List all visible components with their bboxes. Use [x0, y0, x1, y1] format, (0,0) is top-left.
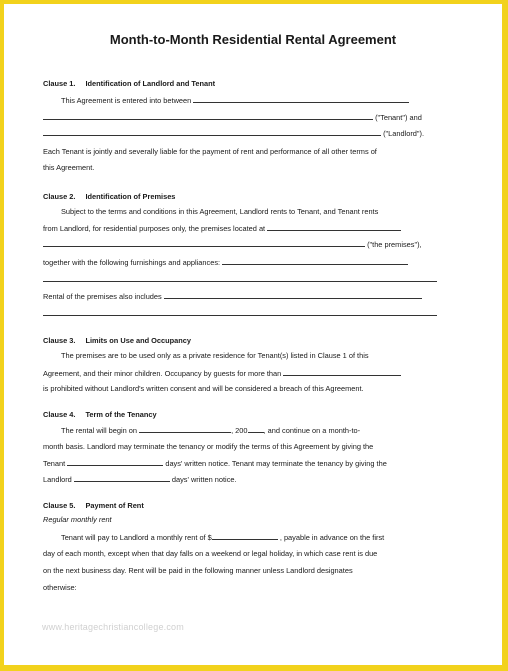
- clause2-text3: together with the following furnishings and appliances:: [43, 258, 221, 267]
- clause5-line4: otherwise:: [43, 583, 77, 592]
- clause1-line3: [43, 128, 424, 139]
- clause2-line1: Subject to the terms and conditions in this Agreement, Landlord rents to Tenant, and Tenant rents: [61, 207, 379, 216]
- clause5-number: Clause 5.: [43, 501, 76, 510]
- clause2-line3: [43, 239, 422, 250]
- landlord-tenant-blank-1[interactable]: [193, 95, 409, 103]
- clause2-line5: [43, 274, 437, 285]
- clause2-title: Identification of Premises: [85, 192, 176, 201]
- clause5-line1: [61, 532, 384, 543]
- start-year-blank[interactable]: [248, 425, 264, 433]
- clause5-line3: on the next business day. Rent will be paid in the following manner unless Landlord designates: [43, 566, 353, 575]
- clause4-number: Clause 4.: [43, 410, 76, 419]
- landlord-notice-days-blank[interactable]: [67, 458, 163, 466]
- tenant-name-blank[interactable]: [43, 112, 373, 120]
- clause1-line5: this Agreement.: [43, 163, 95, 172]
- clause5-line2: day of each month, except when that day falls on a weekend or legal holiday, in which case rent is due: [43, 549, 378, 558]
- clause3-text2: Agreement, and their minor children. Occupancy by guests for more than: [43, 369, 282, 378]
- clause1-line4: Each Tenant is jointly and severally liable for the payment of rent and performance of all other terms of: [43, 147, 377, 156]
- clause2-text2: from Landlord, for residential purposes only, the premises located at: [43, 224, 266, 233]
- clause4-line3: [43, 458, 387, 469]
- premises-address-blank-2[interactable]: [43, 239, 365, 247]
- document-title: Month-to-Month Residential Rental Agreement: [109, 32, 397, 47]
- clause2-heading: [43, 192, 175, 202]
- clause1-line2: [43, 112, 422, 123]
- clause3-line2: [43, 368, 401, 379]
- clause4-title: Term of the Tenancy: [85, 410, 157, 419]
- clause3-title: Limits on Use and Occupancy: [85, 336, 192, 345]
- clause2-line7: [43, 308, 437, 319]
- clause4-line2: month basis. Landlord may terminate the tenancy or modify the terms of this Agreement by giving the: [43, 442, 374, 451]
- clause3-line3: is prohibited without Landlord's written consent and will be considered a breach of this Agreement.: [43, 384, 364, 393]
- clause1-line1: [61, 95, 409, 106]
- guest-duration-blank[interactable]: [283, 368, 401, 376]
- clause2-line4: [43, 257, 408, 268]
- tenant-notice-days-blank[interactable]: [74, 474, 170, 482]
- tenant-tag: ("Tenant") and: [375, 113, 422, 122]
- clause4-text4b: days' written notice.: [171, 475, 237, 484]
- clause5-text1b: , payable in advance on the first: [279, 533, 385, 542]
- clause4-text4a: Landlord: [43, 475, 72, 484]
- clause4-line1: [61, 425, 360, 436]
- clause3-heading: [43, 336, 191, 346]
- clause5-title: Payment of Rent: [85, 501, 144, 510]
- watermark: www.heritagechristiancollege.com: [42, 622, 184, 632]
- landlord-tag: ("Landlord").: [383, 129, 425, 138]
- clause5-subheading: Regular monthly rent: [43, 515, 112, 524]
- premises-tag: ("the premises"),: [367, 240, 422, 249]
- furnishings-blank-2[interactable]: [43, 274, 437, 282]
- furnishings-blank-1[interactable]: [222, 257, 408, 265]
- clause3-number: Clause 3.: [43, 336, 76, 345]
- clause2-line6: [43, 291, 422, 302]
- rental-includes-blank-1[interactable]: [164, 291, 422, 299]
- clause1-title: Identification of Landlord and Tenant: [85, 79, 216, 88]
- document-page: [4, 4, 502, 665]
- clause3-line1: The premises are to be used only as a private residence for Tenant(s) listed in Clause 1 of this: [61, 351, 369, 360]
- clause4-heading: [43, 410, 157, 420]
- clause5-text1a: Tenant will pay to Landlord a monthly rent of $: [61, 533, 212, 542]
- start-date-blank[interactable]: [139, 425, 231, 433]
- clause4-text3b: days' written notice. Tenant may terminate the tenancy by giving the: [165, 459, 387, 468]
- clause4-text1a: The rental will begin on: [61, 426, 138, 435]
- clause2-number: Clause 2.: [43, 192, 76, 201]
- clause4-text1b: , 200: [231, 426, 248, 435]
- clause4-line4: [43, 474, 237, 485]
- clause2-text4: Rental of the premises also includes: [43, 292, 162, 301]
- landlord-name-blank[interactable]: [43, 128, 381, 136]
- clause1-heading: [43, 79, 215, 89]
- clause2-line2: [43, 223, 401, 234]
- rental-includes-blank-2[interactable]: [43, 308, 437, 316]
- monthly-rent-blank[interactable]: [212, 532, 278, 540]
- clause1-text1: This Agreement is entered into between: [61, 96, 192, 105]
- premises-address-blank-1[interactable]: [267, 223, 401, 231]
- clause4-text3a: Tenant: [43, 459, 66, 468]
- clause5-heading: [43, 501, 144, 511]
- clause4-text1c: , and continue on a month-to-: [263, 426, 361, 435]
- clause1-number: Clause 1.: [43, 79, 76, 88]
